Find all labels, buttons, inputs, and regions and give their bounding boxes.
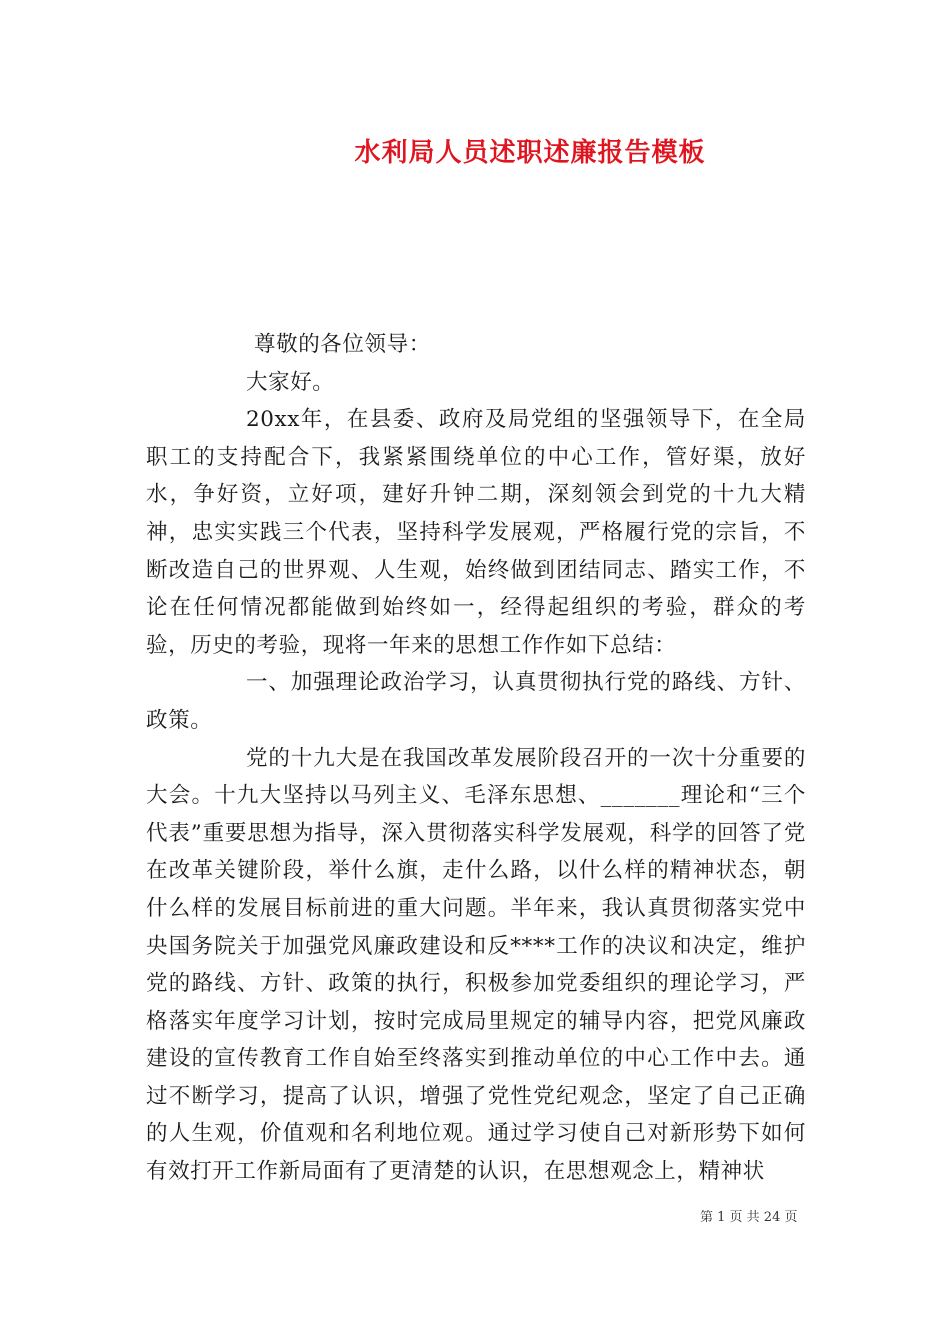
section-heading-1: 一、加强理论政治学习，认真贯彻执行党的路线、方针、政策。 — [146, 670, 806, 733]
document-title: 水利局人员述职述廉报告模板 — [354, 138, 706, 168]
salutation: 尊敬的各位领导： — [254, 332, 431, 357]
greeting: 大家好。 — [246, 369, 335, 395]
page-number-footer: 第 1 页 共 24 页 — [700, 1210, 798, 1225]
paragraph-intro: 20xx年，在县委、政府及局党组的坚强领导下，在全局职工的支持配合下，我紧紧围绕单位的中心工作，管好渠，放好水，争好资，立好项，建好升钟二期，深刻领会到党的十九大精神，忠实实践三个代表，坚持科学发展观，严格履行党的宗旨，不断改造自己的世界观、人生观，始终做到团结同志、踏实工作，不论在任何情况都能做到始终如一，经得起组织的考验，群众的考验，历史的考验，现将一年来的思想工作作如下总结： — [146, 407, 806, 658]
document-body — [146, 326, 806, 1191]
paragraph-section-1: 党的十九大是在我国改革发展阶段召开的一次十分重要的大会。十九大坚持以马列主义、毛泽东思想、_______理论和“三个代表”重要思想为指导，深入贯彻落实科学发展观，科学的回答了党在改革关键阶段，举什么旗，走什么路，以什么样的精神状态，朝什么样的发展目标前进的重大问题。半年来，我认真贯彻落实党中央国务院关于加强党风廉政建设和反****工作的决议和决定，维护党的路线、方针、政策的执行，积极参加党委组织的理论学习，严格落实年度学习计划，按时完成局里规定的辅导内容，把党风廉政建设的宣传教育工作自始至终落实到推动单位的中心工作中去。通过不断学习，提高了认识，增强了党性党纪观念，坚定了自己正确的人生观，价值观和名利地位观。通过学习使自己对新形势下如何有效打开工作新局面有了更清楚的认识，在思想观念上，精神状 — [146, 745, 806, 1185]
